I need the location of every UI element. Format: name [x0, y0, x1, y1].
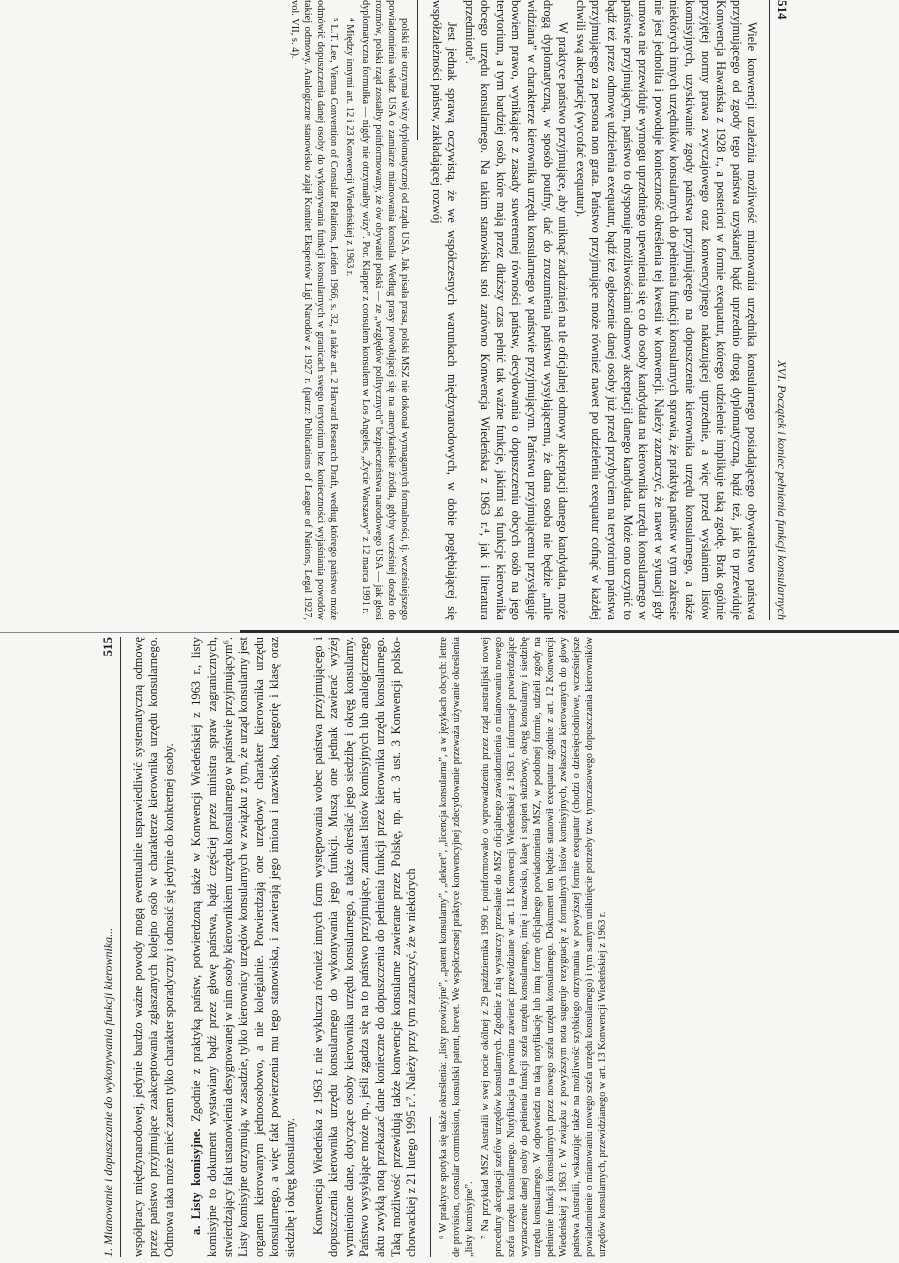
section-label: a. Listy komisyjne.: [189, 1128, 204, 1235]
paragraph: Konwencja Wiedeńska z 1963 r. nie wyklucza również innych form występowania wobec państwa przyjmującego i dopuszczenia kierownika urzędu konsularnego do wykonywania jego funkcji. Muszą one jednak zawierać wyżej wymienione dane, dotyczące osoby kierownika urzędu konsularnego, a także określać jego siedzibę i okręg konsularny. Państwo wysyłające może np., jeśli zgadza się na to państwo przyjmujące, zamiast listów komisyjnych lub analogicznego aktu zwykłą notą przekazać dane konieczne do dopuszczenia do pełnienia funkcji przez kierownika urzędu konsularnego. Taką możliwość przewidują także konwencje konsularne zawierane przez Polskę, np. art. 3 ust. 3 Konwencji polsko-chorwackiej z 21 lutego 1995 r.⁷. Należy przy tym zaznaczyć, że w niektórych: [310, 637, 419, 1257]
page-515-scan: [0, 632, 899, 1263]
section-paragraph: [189, 637, 298, 1257]
section-text: Zgodnie z praktyką państw, potwierdzoną także w Konwencji Wiedeńskiej z 1963 r., listy komisyjne to dokument wystawiany bądź przez głowę państwa, bądź częściej przez ministra spraw zagranicznych, stwierdzający fakt ustanowienia desygnowanej w nim osoby kierownikiem urzędu konsularnego w państwie przyjmującym⁶. Listy komisyjne otrzymują, w zasadzie, tylko kierownicy urzędów konsularnych w związku z tym, że urząd konsularny jest organem kierowanym jednoosobowo, a nie kolegialnie. Potwierdzają one urzędowy charakter kierownika urzędu konsularnego, a więc fakt powierzenia mu tego stanowiska, i zawierają jego imiona i nazwisko, kategorię i klasę oraz siedzibę i okręg konsularny.: [189, 637, 297, 1257]
paragraph: W praktyce państwo przyjmujące, aby uniknąć zadrażnień na tle oficjalnej odmowy akceptacji danego kandydata, może drogą dyplomatyczną, w sposób poufny, dać do zrozumienia państwu wysyłającemu, że dana osoba nie będzie „mile widziana” w charakterze kierownika urzędu konsularnego w państwie przyjmującym. Państwu przyjmującemu przysługuje bowiem prawo, wynikające z zasady suwerennej równości państw, decydowania o dopuszczeniu obcych osób na jego terytorium, a tym bardziej osób, które mają przez dłuższy czas pełnić tak ważne funkcje, jakimi są funkcje kierownika obcego urzędu konsularnego. Na takim stanowisku stoi zarówno Konwencja Wiedeńska z 1963 r.⁴, jak i literatura przedmiotu⁵.: [462, 0, 571, 620]
running-head: 1. Mianowanie i dopuszczanie do wykonywania funkcji kierownika...: [101, 927, 115, 1257]
footnote-rule: [430, 1117, 431, 1257]
footnote-rule: [417, 0, 418, 140]
page-515: [100, 637, 899, 1257]
footnote: ⁴ Między innymi art. 12 i 23 Konwencji Wiedeńskiej z 1963 r.: [343, 18, 355, 277]
running-head: XVI. Początek i koniec pełnienia funkcji konsularnych: [775, 360, 789, 620]
running-header: [100, 637, 121, 1257]
footnote: ⁷ Na przykład MSZ Australii w swej nocie okólnej z 29 października 1990 r. poinformowało o wprowadzeniu przez rząd australijski nowej procedury akceptacji szefów urzędów konsularnych. Zgodnie z nią wystarczy przesłanie do MSZ oficjalnego zawiadomienia o mianowaniu nowego szefa urzędu konsularnego. Notyfikacja ta powinna zawierać przewidziane w art. 11 Konwencji Wiedeńskiej z 1963 r. informacje potwierdzające wyznaczenie danej osoby do pełnienia funkcji szefa urzędu konsularnego, imię i nazwisko, klasę i stopień służbowy, okręg konsularny i siedzibę urzędu konsularnego. W odpowiedzi na taką notyfikację lub inną formę oficjalnego powiadomienia MSZ, w podobnej formie, udzieli zgody na pełnienie funkcji konsularnych przez nowego szefa urzędu konsularnego. Dokument ten będzie stanowił exequatur zgodnie z art. 12 Konwencji Wiedeńskiej z 1963 r. W związku z powyższym nota sugeruje rezygnację z formalnych listów komisyjnych, zwłaszcza kierowanych do głowy państwa Australii, wskazując także na możliwość szybkiego otrzymania w powyższej formie exequatur (chodzi o dziesięciodniowe, wcześniejsze powiadomienie o mianowaniu nowego szefa urzędu konsularnego) i tym samym uniknięcie potrzeby tzw. tymczasowego dopuszczania kierowników urzędów konsularnych, przewidzianego w art. 13 Konwencji Wiedeńskiej z 1963 r.: [479, 637, 608, 1257]
footnote: ⁵ L.T. Lee, Vienna Convention of Consular Relations, Leiden 1966, s. 32, a także art. 2 Harvard Research Draft, według którego państwo może odmówić dopuszczenia danej osoby do wykonywania funkcji konsularnych w granicach swego terytorium bez konieczności wyjaśniania powodów takiej odmowy. Analogiczne stanowisko zajął Komitet Ekspertów Ligi Narodów z 1927 r. (patrz: Publications of League of Nations, Legal 1927, vol. VII, s. 4).: [288, 0, 339, 620]
paragraph: Wiele konwencji uzależnia możliwość mianowania urzędnika konsularnego posiadającego obywatelstwo państwa przyjmującego od zgody tego państwa uzyskanej bądź uprzednio drogą dyplomatyczną, bądź też, jak to przewiduje Konwencja Hawańska z 1928 r., a posteriori w formie exequatur, którego udzielenie implikuje taką zgodę. Brak ogólnie przyjętej normy prawa zwyczajowego oraz konwencyjnego nakazującej uprzednie, a więc przed wysłaniem listów komisyjnych, uzyskiwanie zgody państwa przyjmującego na dopuszczenie kierownika urzędu konsularnego, a także niektórych innych urzędników konsularnych do pełnienia funkcji konsularnych sprawia, że praktyka państw w tym zakresie nie jest jednolita i powoduje konieczność określenia tej kwestii w konwencji. Należy zaznaczyć, że nawet w sytuacji gdy umowa nie przewiduje wymogu uprzedniego upewnienia się co do osoby kandydata na kierownika urzędu konsularnego w państwie przyjmującym, państwo to dysponuje możliwościami odmowy akceptacji danego kandydata. Może ono uczynić to bądź też przez odmowę udzielenia exequatur, bądź też ogłoszenie danej osoby już przed przybyciem na terytorium państwa przyjmującego za persona non grata. Państwo przyjmujące może również nawet po udzieleniu exequatur cofnąć w każdej chwili swą akceptację (wycofać exequatur).: [573, 0, 760, 620]
footnote: polski nie otrzymał wizy dyplomatycznej od rządu USA. Jak pisała prasa, polski MSZ nie dokonał wymaganych formalności, tj. wcześniejszego powiadomienia władz USA o zamiarze mianowania konsula. Według prasy powołującej się na amerykańskie źródła, gdyby wcześniej doszło do rozmów, polski rząd zostałby poinformowany, że ów obywatel polski — ze „względów politycznych” bezpieczeństwa narodowego USA — jak głosi dyplomatyczna formułka — nigdy nie otrzymałby wizy”. Por. Klapper z consulem konsulem w Los Angeles, „Życie Warszawy” z 12 marca 1991 r.: [359, 0, 410, 620]
page-number: 515: [100, 637, 115, 657]
paragraph: współpracy międzynarodowej, jedynie bardzo ważne powody mogą ewentualnie usprawiedliwić systematyczną odmowę przez państwo przyjmujące zaakceptowania zgłaszanych kolejno osób w charakterze kierownika urzędu konsularnego. Odmowa taka może mieć zatem tylko charakter sporadyczny i odnosić się jedynie do konkretnej osoby.: [130, 637, 176, 1257]
footnote: ⁶ W praktyce spotyka się także określenia: „listy prowizyjne”, „patent konsularny”, „dekret”, „licencja konsularna”, a w językach obcych: lettre de provision, consular commission, konsulski patent, brevet. We współczesnej praktyce konwencyjnej zdecydowanie przeważa używanie określenia „listy komisyjne”.: [437, 637, 475, 1257]
page-514: [0, 0, 790, 620]
paragraph: Jest jednak sprawą oczywistą, że we współczesnych warunkach międzynarodowych, w dobie pogłębiającej się współzależności państw, zakładającej rozwój: [429, 0, 460, 620]
running-header: [769, 0, 790, 620]
page-number: 514: [775, 0, 790, 20]
page-514-scan: [0, 0, 899, 631]
